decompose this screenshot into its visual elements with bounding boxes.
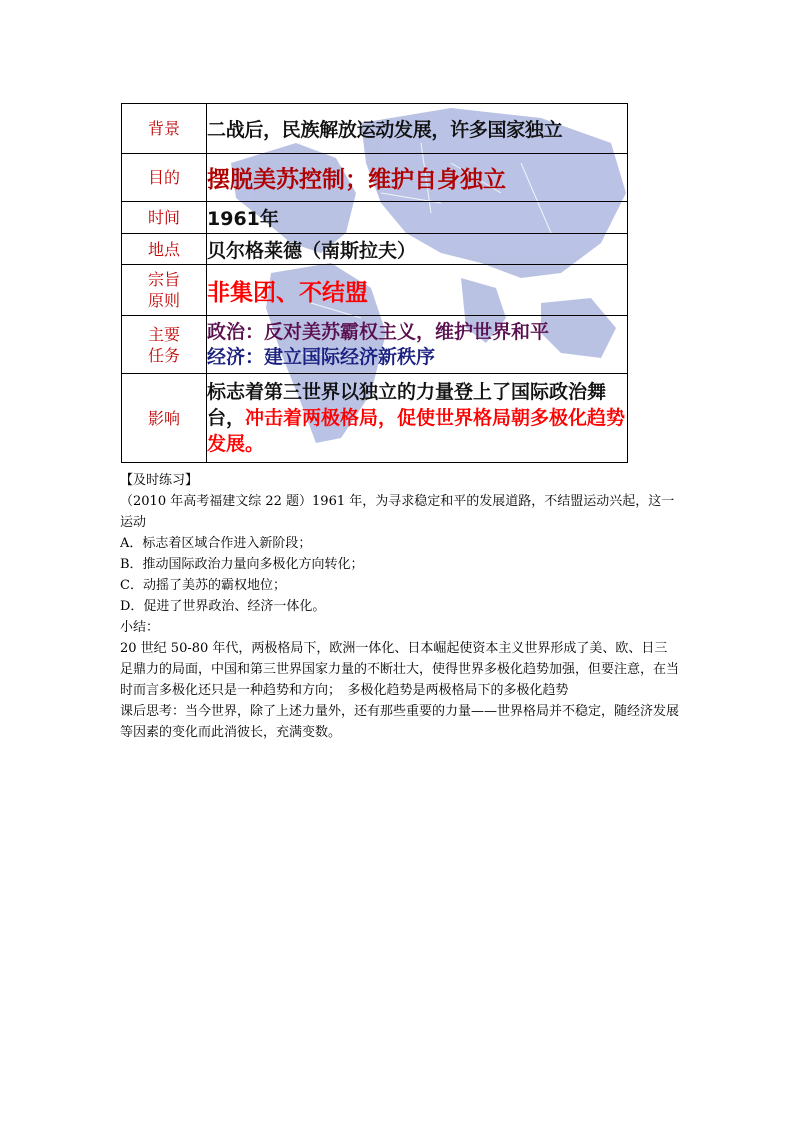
row-label: 地点 — [122, 234, 207, 265]
task-political: 政治：反对美苏霸权主义，维护世界和平 — [207, 320, 550, 343]
row-content — [207, 374, 628, 463]
row-label-line: 宗旨 — [147, 270, 180, 289]
text-block — [120, 470, 680, 743]
exercise-heading: 【及时练习】 — [120, 473, 199, 488]
row-label: 影响 — [122, 374, 207, 463]
row-content: 摆脱美苏控制；维护自身独立 — [207, 154, 628, 202]
exercise-option-d: D．促进了世界政治、经济一体化。 — [120, 599, 326, 614]
row-content: 非集团、不结盟 — [207, 265, 628, 316]
row-label: 目的 — [122, 154, 207, 202]
exercise-option-c: C．动摇了美苏的霸权地位； — [120, 578, 286, 593]
row-label: 背景 — [122, 104, 207, 154]
exercise-option-b: B．推动国际政治力量向多极化方向转化； — [120, 557, 364, 572]
exercise-question: （2010 年高考福建文综 22 题）1961 年，为寻求稳定和平的发展道路，不结盟运动兴起，这一运动 — [120, 494, 675, 530]
row-label — [122, 265, 207, 316]
summary-heading: 小结： — [120, 620, 160, 635]
table-row-time — [122, 202, 628, 234]
table-row-background — [122, 104, 628, 154]
summary-text: 20 世纪 50-80 年代，两极格局下，欧洲一体化、日本崛起使资本主义世界形成了美、欧、日三足鼎力的局面，中国和第三世界国家力量的不断壮大，使得世界多极化趋势加强，但要注意，在当时而言多极化还只是一种趋势和方向； 多极化趋势是两极格局下的多极化趋势 — [120, 641, 680, 698]
info-table-container — [121, 103, 628, 462]
row-content: 二战后，民族解放运动发展，许多国家独立 — [207, 104, 628, 154]
row-label: 时间 — [122, 202, 207, 234]
impact-text: 标志着第三世界以独立的力量登上了国际政治舞台， — [207, 381, 607, 429]
table-row-place — [122, 234, 628, 265]
row-label-line: 任务 — [147, 345, 180, 365]
task-economic: 经济：建立国际经济新秩序 — [207, 345, 436, 368]
row-label-line: 原则 — [147, 291, 180, 310]
info-table — [121, 103, 628, 463]
table-row-impact — [122, 374, 628, 463]
row-content: 贝尔格莱德（南斯拉夫） — [207, 234, 628, 265]
table-row-purpose — [122, 154, 628, 202]
exercise-option-a: A．标志着区域合作进入新阶段； — [120, 536, 312, 551]
row-content: 1961年 — [207, 202, 628, 234]
impact-highlight: 冲击着两极格局，促使世界格局朝多极化趋势发展。 — [207, 407, 626, 455]
row-content — [207, 316, 628, 374]
table-row-tasks — [122, 316, 628, 374]
table-row-principle — [122, 265, 628, 316]
row-label-line: 主要 — [147, 324, 180, 344]
reflection-text: 课后思考：当今世界，除了上述力量外，还有那些重要的力量——世界格局并不稳定，随经济发展等因素的变化而此消彼长，充满变数。 — [120, 704, 680, 740]
row-label — [122, 316, 207, 374]
